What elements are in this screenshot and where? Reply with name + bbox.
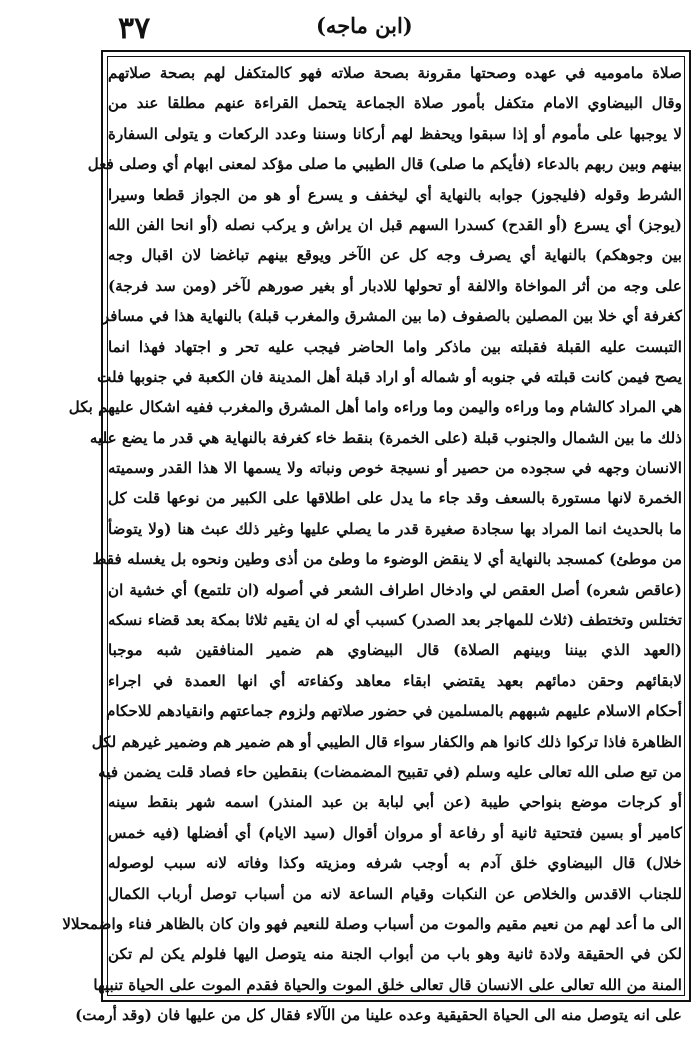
page-number: ٣٧ <box>118 11 151 46</box>
text-line: (يوجز) أي يسرع (أو القدح) كسدرا السهم قبل ان يراش و يركب نصله (أو انحا الفن الله <box>108 215 682 234</box>
text-line: التبست عليه القبلة فقبلته بين ماذكر واما الحاضر فيجب عليه تحر و اجتهاد فهذا انما <box>108 337 682 356</box>
text-line: أحكام الاسلام عليهم شبههم بالمسلمين في حضور صلاتهم ولزوم جماعتهم وانقيادهم للاحكام <box>106 702 682 721</box>
body-text <box>62 58 682 1025</box>
text-line: أو كرجات موضع بنواحي طيبة (عن أبي لبابة بن عبد المنذر) اسمه شهر بنقط سينه <box>108 793 682 812</box>
book-title: (ابن ماجه) <box>316 13 413 38</box>
text-line: الظاهرة فاذا تركوا ذلك كانوا هم والكفار سواء قال الطيبي أو هم ضمير هم وضمير غيرهم لكل <box>91 732 682 751</box>
text-line: من موطئ) كمسجد بالنهاية أي لا ينقض الوضوء ما وطئ من أذى وطين ونحوه بل يغسله فقط <box>92 550 682 569</box>
text-line: ما بالحديث انما المراد بها سجادة صغيرة قدر ما يصلي عليها وغير ذلك عبث هنا (ولا يتوضأ <box>108 519 682 538</box>
text-line: بينهم وبين ربهم بالدعاء (فأيكم ما صلى) قال الطيبي ما صلى مؤكد لمعنى ابهام أي وصلى فعل <box>87 155 682 174</box>
text-line: الخمرة لانها مستورة بالسعف وقد جاء ما يدل على اطلاقها على الكبير من نوعها قلت كل <box>108 489 682 508</box>
text-line: الشرط وقوله (فليجوز) جوابه بالنهاية أي ليخفف و يسرع أو هو من الجواز قطعا وسيرا <box>108 185 682 204</box>
text-line: من تبع صلى الله تعالى عليه وسلم (في تقبيح المضمضات) بنقطين حاء فصاد قلت يضمن فيه <box>98 762 682 781</box>
text-line: صلاة ماموميه في عهده وصحتها مقرونة بصحة صلاته فهو كالمتكفل لهم بصحة صلاتهم <box>108 64 682 82</box>
text-line: لابقائهم وحقن دمائهم بعهد يقتضي ابقاء معاهد وكفاءته أي انها العمدة في اجراء <box>108 671 682 690</box>
text-line: (عاقص شعره) أصل العقص لي وادخال اطراف الشعر في أصوله (ان تلتمع) أي خشية ان <box>108 580 682 599</box>
text-line: الى ما أعد لهم من نعيم مقيم والموت من أسباب وصلة للنعيم فهو وان كان بالظاهر فناء واضمحلالا <box>62 914 682 933</box>
text-line: على وجه من أثر المواخاة والالفة أو تحولها للادبار أو بغير صورهم لآخر (ومن سد فرجة) <box>108 276 682 295</box>
text-line: تختلس وتختطف (ثلاث للمهاجر بعد الصدر) كسبب أي له ان يقيم ثلاثا بمكة بعد قضاء نسكه <box>108 611 682 630</box>
text-line: بين وجوهكم) بالنهاية أي يصرف وجه كل عن الآخر ويوقع بينهم تباغضا لان اقبال وجه <box>108 246 682 265</box>
text-line: كامير أو بسين فتحتية ثانية أو رفاعة أو مروان أقوال (سيد الايام) أي أفضلها (فيه خمس <box>108 823 682 842</box>
text-line: لا يوجبها على مأموم أو إذا سبقوا ويحفظ لهم أركانا وسننا وعدد الركعات و يتولى السفارة <box>108 124 682 143</box>
page-header <box>0 0 697 48</box>
text-line: (العهد الذي بيننا وبينهم الصلاة) قال البيضاوي هم ضمير المنافقين شبه موجبا <box>108 641 682 660</box>
text-line: الانسان وجهه في سجوده من حصير أو نسيجة خوص ونباته ولا يسمها الا هذا القدر وسميته <box>108 459 682 478</box>
text-line: وقال البيضاوي الامام متكفل بأمور صلاة الجماعة يتحمل القراءة عنهم مطلقا عند من <box>108 94 682 113</box>
text-line: كغرفة أي خلا بين المصلين بالصفوف (ما بين المشرق والمغرب قبلة) بالنهاية هذا في مسافر <box>101 307 682 326</box>
text-line: على انه يتوصل منه الى الحياة الحقيقية وعده علينا من الآلاء فقال كل من عليها فان (وقد أرمت) <box>75 1006 682 1025</box>
text-line: المنة من الله تعالى على الانسان قال تعالى خلق الموت والحياة فقدم الموت على الحياة تنبيها <box>93 975 682 994</box>
text-line: خلال) قال البيضاوي خلق آدم به أوجب شرفه ومزيته وكذا وفاته لانه سبب لوصوله <box>108 854 682 873</box>
text-line: ذلك ما بين الشمال والجنوب قبلة (على الخمرة) بنقط خاء كغرفة بالنهاية هي قدر ما يضع عليه <box>89 428 682 447</box>
text-line: للجناب الاقدس والخلاص عن النكبات وقيام الساعة لانه من أسباب توصل أرباب الكمال <box>108 884 682 903</box>
text-line: يصح فيمن كانت قبلته في جنوبه أو شماله أو اراد قبلة أهل المدينة فان الكعبة في جنوبها فلت <box>97 367 682 386</box>
text-line: هي المراد كالشام وما وراءه واليمن وما وراءه واما أهل المشرق والمغرب ففيه اشكال عليهم بكل <box>68 398 682 417</box>
text-line: لكن في الحقيقة ولادة ثانية وهو باب من أبواب الجنة منه يتوصل اليها فلولم يكن لم تكن <box>108 945 682 964</box>
